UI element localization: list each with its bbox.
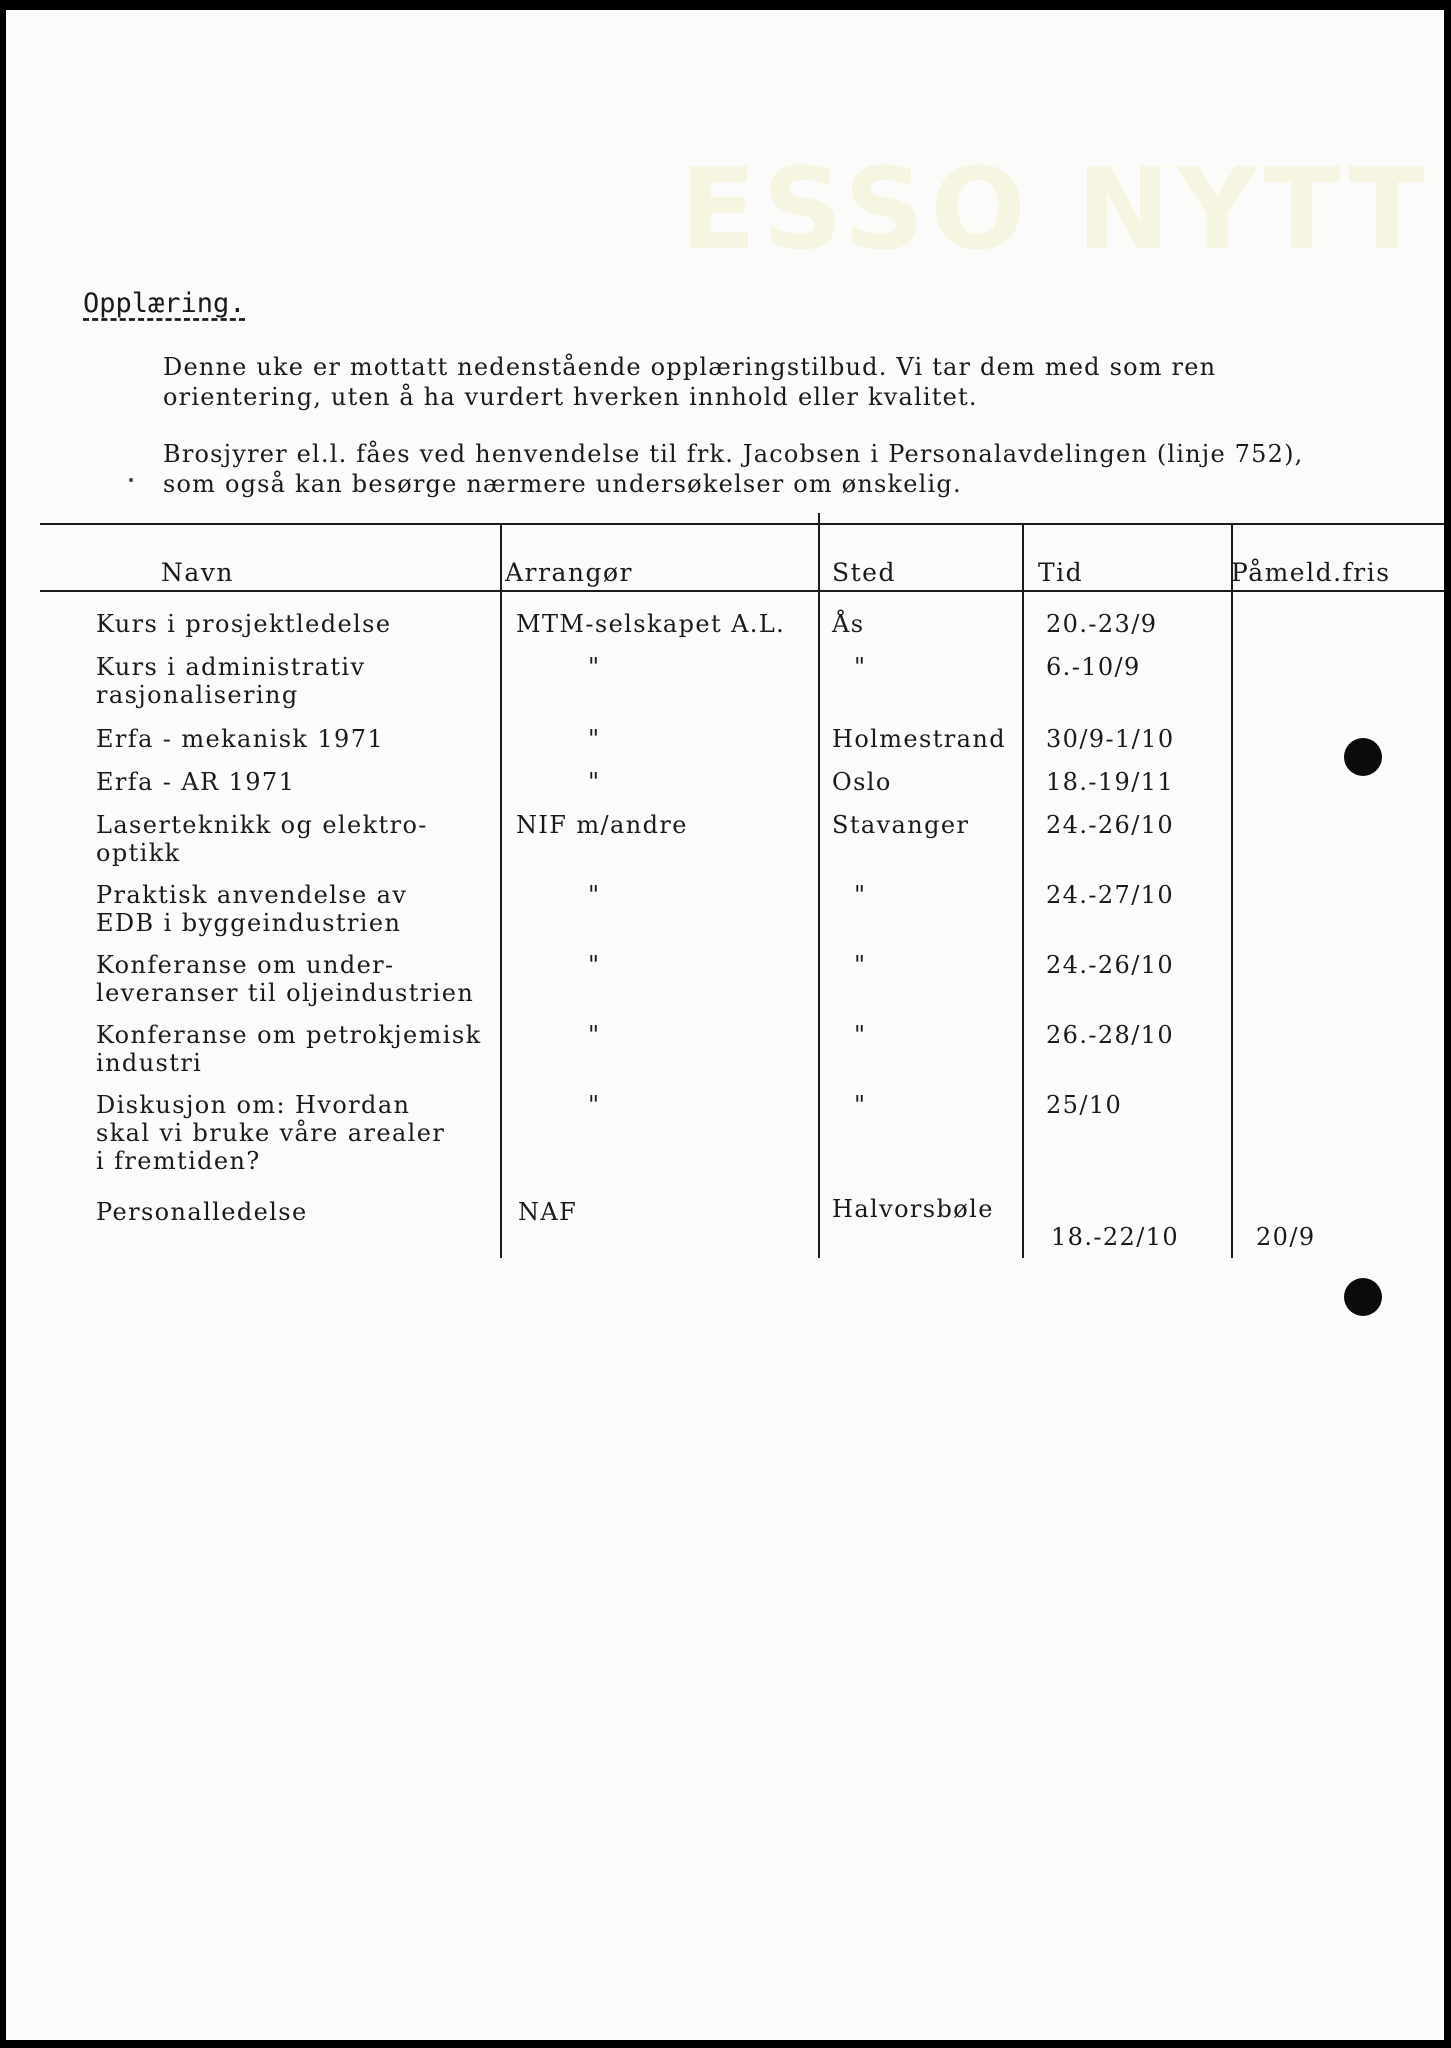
column-header-tid: Tid bbox=[1038, 558, 1084, 587]
column-header-sted: Sted bbox=[832, 558, 896, 587]
course-date: 20.-23/9 bbox=[1046, 610, 1158, 638]
course-location: " bbox=[854, 1021, 867, 1049]
course-name: Erfa - mekanisk 1971 bbox=[96, 725, 385, 753]
registration-deadline: 20/9 bbox=[1256, 1223, 1316, 1251]
intro-paragraph: Denne uke er mottatt nedenstående opplæringstilbud. Vi tar dem med som ren orientering, uten å ha vurdert hverken innhold eller kvalitet. bbox=[163, 353, 1217, 411]
course-name: Kurs i administrativ rasjonalisering bbox=[96, 653, 366, 709]
column-header-navn: Navn bbox=[161, 558, 235, 587]
table-header-rule bbox=[40, 590, 1444, 592]
course-date: 30/9-1/10 bbox=[1046, 725, 1175, 753]
course-date: 26.-28/10 bbox=[1046, 1021, 1175, 1049]
course-date: 18.-22/10 bbox=[1051, 1223, 1180, 1251]
brochure-paragraph: Brosjyrer el.l. fåes ved henvendelse til frk. Jacobsen i Personalavdelingen (linje 752), som også kan besørge nærmere undersøkelser om ønskelig. bbox=[163, 440, 1304, 498]
course-location: " bbox=[854, 951, 867, 979]
punch-hole bbox=[1344, 1278, 1382, 1316]
course-date: 24.-26/10 bbox=[1046, 951, 1175, 979]
course-location: Stavanger bbox=[832, 811, 970, 839]
course-location: Halvorsbøle bbox=[832, 1195, 994, 1223]
course-date: 24.-26/10 bbox=[1046, 811, 1175, 839]
course-organizer: " bbox=[588, 881, 601, 909]
course-location: Ås bbox=[832, 610, 865, 638]
course-location: " bbox=[854, 653, 867, 681]
course-name: Praktisk anvendelse av EDB i byggeindustrien bbox=[96, 881, 408, 937]
course-name: Diskusjon om: Hvordan skal vi bruke våre arealer i fremtiden? bbox=[96, 1091, 446, 1175]
course-organizer: " bbox=[588, 653, 601, 681]
column-divider-4 bbox=[1231, 523, 1233, 1258]
column-header-arrangor: Arrangør bbox=[505, 558, 633, 587]
course-location: Holmestrand bbox=[832, 725, 1006, 753]
course-organizer: " bbox=[588, 1021, 601, 1049]
course-date: 18.-19/11 bbox=[1046, 768, 1175, 796]
esso-nytt-watermark: ESSO NYTT bbox=[679, 145, 1431, 275]
course-organizer: MTM-selskapet A.L. bbox=[516, 610, 786, 638]
course-name: Konferanse om petrokjemisk industri bbox=[96, 1021, 482, 1077]
course-location: Oslo bbox=[832, 768, 892, 796]
column-header-frist: Påmeld.fris bbox=[1231, 558, 1391, 587]
course-organizer: " bbox=[588, 725, 601, 753]
course-organizer: NAF bbox=[518, 1198, 578, 1226]
course-name: Laserteknikk og elektro- optikk bbox=[96, 811, 428, 867]
table-top-rule bbox=[40, 523, 1444, 525]
course-name: Erfa - AR 1971 bbox=[96, 768, 296, 796]
document-page bbox=[6, 10, 1444, 2040]
stray-dot bbox=[129, 478, 133, 482]
course-name: Konferanse om under- leveranser til oljeindustrien bbox=[96, 951, 475, 1007]
section-heading: Opplæring. bbox=[83, 288, 246, 319]
course-location: " bbox=[854, 1091, 867, 1119]
course-organizer: " bbox=[588, 768, 601, 796]
course-name: Kurs i prosjektledelse bbox=[96, 610, 392, 638]
course-organizer: " bbox=[588, 1091, 601, 1119]
course-date: 6.-10/9 bbox=[1046, 653, 1141, 681]
course-name: Personalledelse bbox=[96, 1198, 308, 1226]
course-date: 24.-27/10 bbox=[1046, 881, 1175, 909]
course-date: 25/10 bbox=[1046, 1091, 1123, 1119]
course-location: " bbox=[854, 881, 867, 909]
course-organizer: " bbox=[588, 951, 601, 979]
punch-hole bbox=[1344, 738, 1382, 776]
course-organizer: NIF m/andre bbox=[516, 811, 688, 839]
